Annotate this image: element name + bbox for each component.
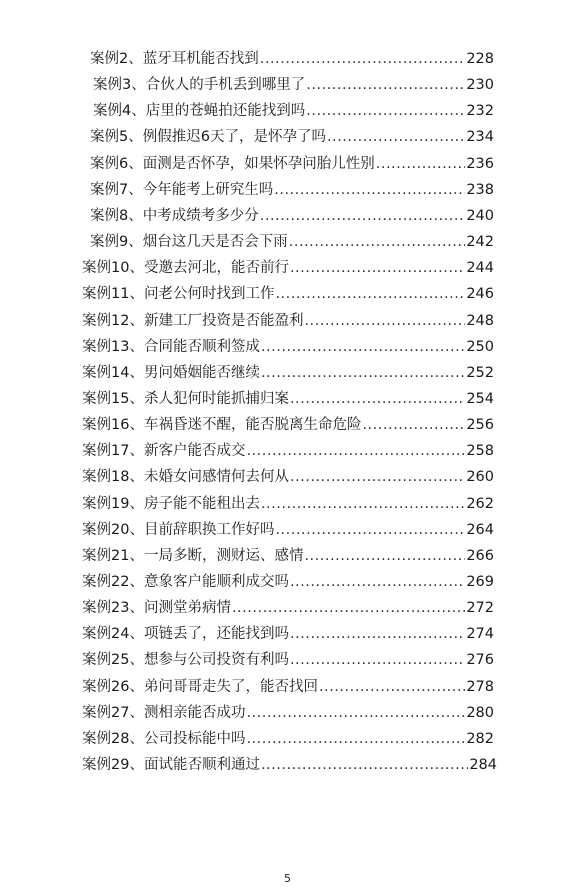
toc-entry	[82, 701, 494, 722]
toc-entry	[93, 99, 494, 120]
toc-entry	[82, 256, 494, 277]
toc-entry-title: 案例8、中考成绩考多少分	[90, 207, 259, 224]
toc-entry-title: 案例22、意象客户能顺利成交吗	[82, 574, 289, 590]
toc-entry-page: 234	[466, 129, 494, 146]
dot-leader	[261, 339, 465, 355]
toc-entry	[90, 152, 494, 173]
toc-entry-page: 248	[466, 312, 494, 329]
dot-leader	[274, 182, 465, 198]
dot-leader	[261, 496, 465, 512]
toc-entry-page: 250	[466, 338, 494, 355]
dot-leader	[246, 705, 465, 721]
toc-entry	[82, 492, 494, 513]
toc-entry-page: 232	[466, 103, 494, 120]
toc-entry-page: 260	[466, 469, 494, 486]
toc-entry-page: 238	[466, 181, 494, 198]
toc-entry-page: 252	[466, 364, 494, 381]
dot-leader	[275, 286, 465, 302]
toc-entry-page: 272	[466, 600, 494, 617]
toc-entry-page: 242	[466, 234, 494, 251]
dot-leader	[261, 365, 465, 381]
toc-entry-page: 230	[466, 77, 494, 94]
toc-entry-title: 案例26、弟问哥哥走失了，能否找回	[82, 678, 318, 695]
dot-leader	[246, 731, 465, 747]
toc-entry-title: 案例25、想参与公司投资有利吗	[82, 652, 289, 669]
page-number: 5	[284, 872, 291, 885]
toc-entry-title: 案例4、店里的苍蝇拍还能找到吗	[93, 103, 306, 120]
toc-entry	[82, 675, 494, 696]
toc-entry-page: 264	[466, 521, 494, 538]
dot-leader	[261, 757, 468, 773]
toc-entry-title: 案例6、面测是否怀孕，如果怀孕问胎儿性别	[90, 155, 375, 172]
toc-entry-title: 案例19、房子能不能租出去	[82, 495, 260, 512]
toc-entry	[82, 335, 494, 356]
toc-entry	[82, 622, 494, 643]
toc-entry	[82, 727, 494, 748]
toc-entry-title: 案例11、问老公何时找到工作	[82, 286, 275, 303]
toc-entry-page: 276	[466, 652, 494, 669]
toc-entry	[90, 204, 494, 225]
toc-entry	[82, 465, 494, 486]
dot-leader	[306, 77, 465, 93]
toc-entry-page: 284	[469, 757, 497, 774]
toc-entry-page: 240	[466, 207, 494, 224]
toc-entry	[90, 125, 494, 146]
toc-entry	[82, 439, 494, 460]
dot-leader	[290, 652, 465, 668]
toc-entry-title: 案例16、车祸昏迷不醒，能否脱离生命危险	[82, 417, 362, 434]
toc-entry-title: 案例27、测相亲能否成功	[82, 704, 246, 721]
dot-leader	[290, 626, 465, 642]
toc-entry-title: 案例29、面试能否顺利通过	[82, 757, 260, 774]
dot-leader	[260, 208, 466, 224]
toc-entry	[93, 73, 494, 94]
dot-leader	[275, 522, 465, 538]
dot-leader	[290, 391, 465, 407]
toc-entry	[90, 47, 494, 68]
dot-leader	[319, 679, 465, 695]
toc-entry	[82, 309, 494, 330]
toc-entry-title: 案例21、一局多断，测财运、感情	[82, 547, 304, 564]
toc-entry	[82, 648, 494, 669]
toc-entry-title: 案例24、项链丢了，还能找到吗	[82, 626, 289, 643]
dot-leader	[376, 156, 466, 172]
toc-entry	[82, 570, 494, 591]
dot-leader	[306, 103, 465, 119]
toc-entry-page: 274	[466, 626, 494, 643]
dot-leader	[290, 260, 465, 276]
toc-entry-title: 案例2、蓝牙耳机能否找到	[90, 51, 259, 67]
toc-entry	[82, 518, 494, 539]
toc-entry-page: 266	[466, 547, 494, 564]
toc-entry-title: 案例10、受邀去河北，能否前行	[82, 260, 289, 277]
toc-entry	[90, 230, 494, 251]
toc-entry-title: 案例17、新客户能否成交	[82, 443, 246, 460]
toc-entry-page: 262	[466, 495, 494, 512]
toc-entry-page: 244	[466, 260, 494, 277]
toc-entry-page: 228	[466, 51, 494, 67]
toc-entry-page: 269	[466, 574, 494, 590]
toc-entry-page: 282	[466, 730, 494, 747]
dot-leader	[304, 313, 465, 329]
toc-entry-page: 256	[466, 417, 494, 434]
dot-leader	[304, 548, 465, 564]
toc-entry-title: 案例20、目前辞职换工作好吗	[82, 521, 275, 538]
dot-leader	[260, 51, 466, 67]
toc-entry-page: 258	[466, 443, 494, 460]
toc-entry-title: 案例18、未婚女问感情何去何从	[82, 469, 289, 486]
dot-leader	[246, 443, 465, 459]
dot-leader	[290, 469, 465, 485]
toc-entry-title: 案例5、例假推迟6天了，是怀孕了吗	[90, 129, 326, 146]
toc-entry-title: 案例3、合伙人的手机丢到哪里了	[93, 77, 306, 94]
toc-entry-title: 案例7、今年能考上研究生吗	[90, 181, 274, 198]
toc-entry-page: 278	[466, 678, 494, 695]
toc-entry-title: 案例23、问测堂弟病情	[82, 600, 231, 617]
toc-entry-title: 案例28、公司投标能中吗	[82, 730, 246, 747]
toc-entry-page: 280	[466, 704, 494, 721]
toc-entry	[82, 596, 494, 617]
toc-entry	[82, 544, 494, 565]
toc-entry-title: 案例14、男问婚姻能否继续	[82, 364, 260, 381]
toc-entry-title: 案例15、杀人犯何时能抓捕归案	[82, 390, 289, 407]
toc-entry	[82, 361, 494, 382]
toc-entry-title: 案例12、新建工厂投资是否能盈利	[82, 312, 304, 329]
toc-entry-page: 254	[466, 390, 494, 407]
dot-leader	[362, 417, 465, 433]
toc-entry-title: 案例13、合同能否顺利签成	[82, 338, 260, 355]
toc-entry	[82, 753, 497, 774]
dot-leader	[327, 129, 465, 145]
toc-entry	[82, 413, 494, 434]
toc-entry-title: 案例9、烟台这几天是否会下雨	[90, 234, 288, 251]
toc-entry-page: 246	[466, 286, 494, 303]
dot-leader	[232, 600, 465, 616]
toc-entry	[90, 178, 494, 199]
dot-leader	[290, 574, 465, 590]
toc-entry-page: 236	[466, 155, 494, 172]
toc-entry	[82, 387, 494, 408]
toc-entry	[82, 282, 494, 303]
dot-leader	[289, 234, 466, 250]
